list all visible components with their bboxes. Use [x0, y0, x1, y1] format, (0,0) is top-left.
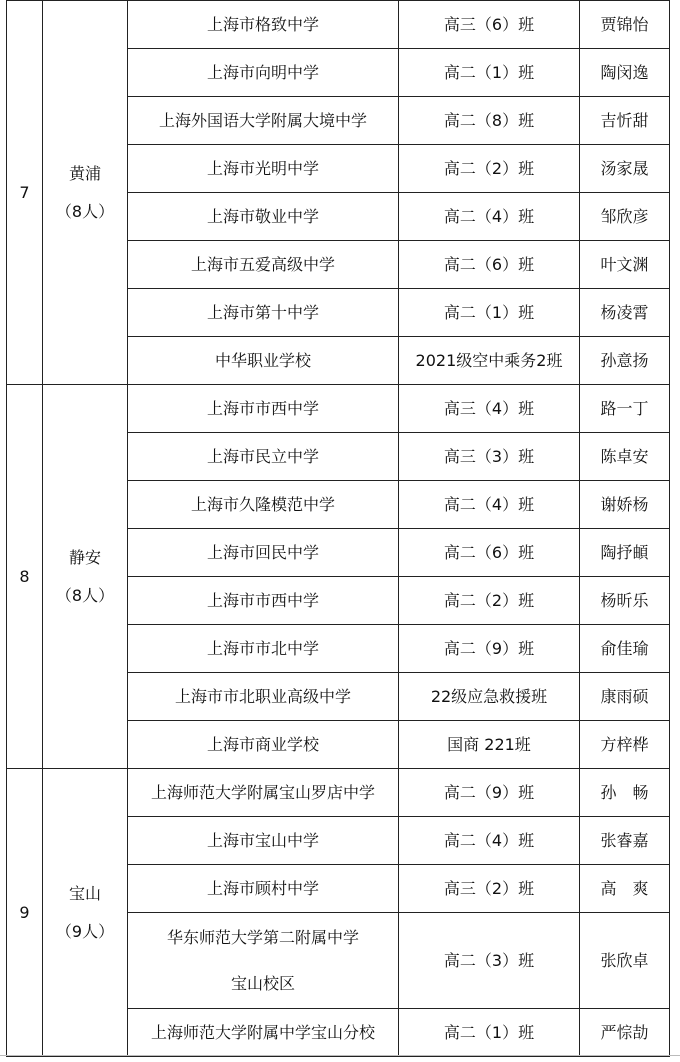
school-cell: 上海师范大学附属宝山罗店中学 [128, 769, 399, 817]
school-cell: 上海市向明中学 [128, 49, 399, 97]
class-cell: 高二（6）班 [399, 241, 580, 289]
student-name-cell: 叶文渊 [580, 241, 670, 289]
district-cell [43, 1, 128, 385]
district-count: （9人） [55, 921, 115, 941]
school-cell: 上海市市西中学 [128, 577, 399, 625]
school-cell: 上海市五爱高级中学 [128, 241, 399, 289]
district-name: 黄浦 [68, 164, 101, 184]
class-cell: 高二（4）班 [399, 817, 580, 865]
student-name-cell: 杨昕乐 [580, 577, 670, 625]
table-row [7, 769, 670, 817]
district-cell [43, 769, 128, 1057]
student-name-cell: 陶闵逸 [580, 49, 670, 97]
school-cell: 上海市民立中学 [128, 433, 399, 481]
student-name-cell: 陈卓安 [580, 433, 670, 481]
student-name-cell: 陶抒頔 [580, 529, 670, 577]
student-name-cell: 贾锦怡 [580, 1, 670, 49]
school-cell: 上海市敬业中学 [128, 193, 399, 241]
student-name-cell: 张睿嘉 [580, 817, 670, 865]
class-cell: 22级应急救援班 [399, 673, 580, 721]
student-name-cell: 邹欣彦 [580, 193, 670, 241]
district-name: 静安 [68, 548, 101, 568]
class-cell: 高二（9）班 [399, 625, 580, 673]
school-name-line-2: 宝山校区 [230, 973, 295, 993]
district-count: （8人） [55, 201, 115, 221]
class-cell: 高三（2）班 [399, 865, 580, 913]
student-name-cell: 俞佳瑜 [580, 625, 670, 673]
group-number: 8 [7, 385, 43, 769]
school-cell: 上海市久隆模范中学 [128, 481, 399, 529]
student-name-cell: 孙意扬 [580, 337, 670, 385]
award-list-sheet [6, 0, 669, 1057]
student-name-cell: 方梓桦 [580, 721, 670, 769]
class-cell: 高二（3）班 [399, 913, 580, 1009]
class-cell: 高三（6）班 [399, 1, 580, 49]
school-cell [128, 913, 399, 1009]
student-name-cell: 谢娇杨 [580, 481, 670, 529]
class-cell: 高二（4）班 [399, 481, 580, 529]
class-cell: 高二（8）班 [399, 97, 580, 145]
student-name-cell: 汤家晟 [580, 145, 670, 193]
school-cell: 上海市顾村中学 [128, 865, 399, 913]
school-cell: 上海市第十中学 [128, 289, 399, 337]
class-cell: 高三（4）班 [399, 385, 580, 433]
district-name: 宝山 [68, 884, 101, 904]
class-cell: 国商 221班 [399, 721, 580, 769]
school-cell: 上海市市北职业高级中学 [128, 673, 399, 721]
student-list-table [6, 0, 670, 1057]
class-cell: 高二（2）班 [399, 145, 580, 193]
school-cell: 上海外国语大学附属大境中学 [128, 97, 399, 145]
student-name-cell: 孙 畅 [580, 769, 670, 817]
class-cell: 高二（1）班 [399, 1009, 580, 1057]
school-cell: 上海市回民中学 [128, 529, 399, 577]
school-cell: 上海师范大学附属中学宝山分校 [128, 1009, 399, 1057]
student-name-cell: 康雨硕 [580, 673, 670, 721]
school-cell: 上海市宝山中学 [128, 817, 399, 865]
class-cell: 2021级空中乘务2班 [399, 337, 580, 385]
school-cell: 上海市市西中学 [128, 385, 399, 433]
class-cell: 高三（3）班 [399, 433, 580, 481]
school-cell: 上海市市北中学 [128, 625, 399, 673]
group-number: 7 [7, 1, 43, 385]
class-cell: 高二（2）班 [399, 577, 580, 625]
class-cell: 高二（1）班 [399, 289, 580, 337]
student-name-cell: 杨凌霄 [580, 289, 670, 337]
class-cell: 高二（9）班 [399, 769, 580, 817]
district-cell [43, 385, 128, 769]
table-row [7, 385, 670, 433]
school-cell: 上海市格致中学 [128, 1, 399, 49]
group-number: 9 [7, 769, 43, 1057]
student-name-cell: 高 爽 [580, 865, 670, 913]
student-name-cell: 严悰劼 [580, 1009, 670, 1057]
class-cell: 高二（4）班 [399, 193, 580, 241]
class-cell: 高二（1）班 [399, 49, 580, 97]
table-row [7, 1, 670, 49]
district-count: （8人） [55, 585, 115, 605]
school-cell: 上海市光明中学 [128, 145, 399, 193]
school-name-line-1: 华东师范大学第二附属中学 [166, 928, 359, 948]
student-name-cell: 张欣卓 [580, 913, 670, 1009]
class-cell: 高二（6）班 [399, 529, 580, 577]
page-bottom-rule [0, 1055, 680, 1056]
student-name-cell: 路一丁 [580, 385, 670, 433]
school-cell: 中华职业学校 [128, 337, 399, 385]
school-cell: 上海市商业学校 [128, 721, 399, 769]
student-name-cell: 吉忻甜 [580, 97, 670, 145]
